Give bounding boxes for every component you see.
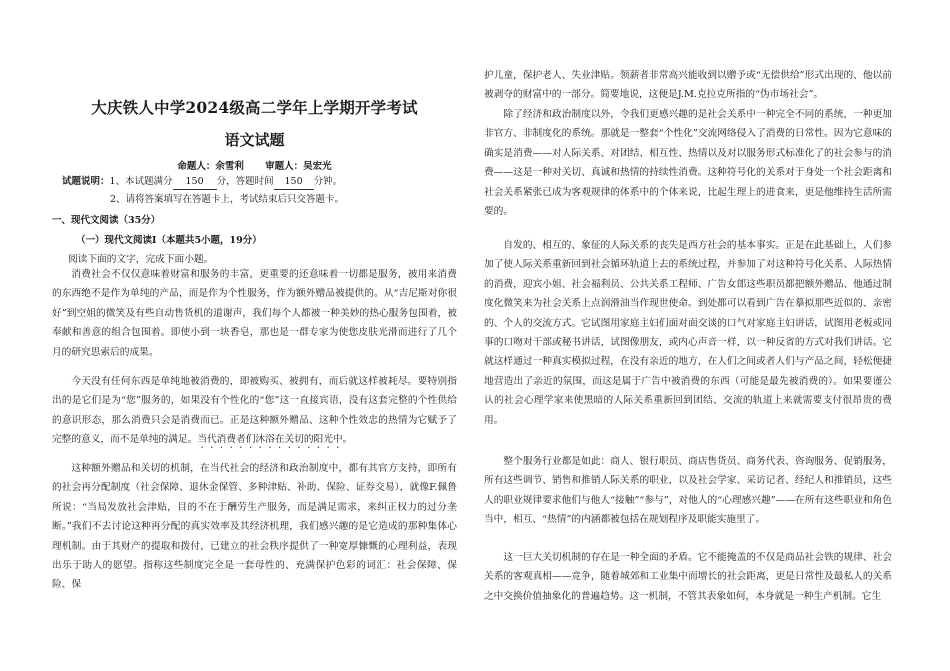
- right-paragraph-4: 这一巨大关切机制的存在是一种全面的矛盾。它不能掩盖的不仅是商品社会铁的规律、社会关系的客观真相——竞争，随着城郊和工业集中而增长的社会距离，更是日常性及最私人的关系之中交换价值抽象化的普遍趋势。这一机制，不管其表象如何，本身就是一种生产机制。它生: [484, 552, 892, 602]
- exam-title: 大庆铁人中学2024级高二学年上学期开学考试: [91, 98, 418, 117]
- left-paragraph-2-text: 今天没有任何东西是单纯地被消费的，即被购买、被拥有，而后就这样被耗尽。要特别指出的是它们是为“您”服务的，如果没有个性化的“您”这一直接宾语，没有这套完整的个性供给的意识形态，那么消费只会是消费而已。正是这种额外赠品、这种个性效忠的热情为它赋予了完整的意义，而不是单纯的满足。: [52, 376, 457, 446]
- time-value: 150: [274, 175, 314, 190]
- right-paragraph-3: 整个服务行业都是如此：商人、银行职员、商店售货员、商务代表、咨询服务、促销服务，所有这些调节、销售和推销人际关系的职业，以及社会学家、采访记者、经纪人和推销员，这些人的职业规律要求他们与他人“接触”“参与”，对他人的“心理感兴趣”——在所有这些职业和角色当中，相互、“热情”的内涵都被包括在规划程序及职能实施里了。: [484, 456, 892, 526]
- right-paragraph-continued: 护儿童，保护老人、失业津贴。领薪者非常高兴能收到以赠予或“无偿供给”形式出现的、他以前被剥夺的财富中的一部分。简要地说，这便是J.M.克拉克所指的“伪市场社会”。: [484, 70, 892, 101]
- author-line: 命题人：余雪利: [177, 161, 244, 172]
- left-paragraph-1: 消费社会不仅仅意味着财富和服务的丰富，更重要的还意味着一切都是服务，被用来消费的东西绝不是作为单纯的产品，而是作为个性服务，作为额外赠品被提供的。从“吉尼斯对你很好”到空姐的微笑及有些自动售货机的道谢声，我们每个人都被一种美妙的热心服务包围着，被奉献和善意的组合包围着。即使小到一块香皂，那也是一群专家为使您皮肤光滑而进行了几个月的研究思索后的成果。: [52, 269, 457, 358]
- right-paragraph-2: 自发的、相互的、象征的人际关系的丧失是西方社会的基本事实。正是在此基础上，人们参加了使人际关系重新回到社会循环轨道上去的系统过程，并参加了对这种符号化关系、人际热情的消费，迎宾小姐、社会福利员、公共关系工程师、广告女郎这些职员都把额外赠品、他通过制度化微笑来为社会关系上点润滑油当作现世使命。到处都可以看到广告在摹拟那些近似的、亲密的、个人的交流方式。它试图用家庭主妇们面对面交谈的口气对家庭主妇讲话，试图用老板或同事的口吻对干部或秘书讲话，试图像朋友，或内心声音一样，以一种反省的方式对我们讲话。它就这样通过一种真实模拟过程，在没有亲近的地方，在人们之间或者人们与产品之间，轻松便捷地营造出了亲近的氛围，而这是属于广告中被消费的东西（可能是最先被消费的）。如果要谨公认的社会心理学家来使黑暗的人际关系重新回到团结、交流的轨道上来就需要支付很昂贵的费用。: [484, 240, 892, 426]
- instructions-label: 试题说明：: [62, 176, 110, 187]
- exam-authors: [52, 158, 457, 172]
- reading-prompt: 阅读下面的文字，完成下面小题。: [68, 254, 214, 265]
- score-value: 150: [173, 175, 217, 190]
- reviewer-line: 审题人：吴宏光: [265, 161, 332, 172]
- instructions-text-c: 分钟。: [313, 176, 343, 187]
- instructions-text-a: 1、本试题满分: [109, 176, 173, 187]
- instructions-line-1: [62, 175, 342, 190]
- instructions-text-b: 分，答题时间: [216, 176, 274, 187]
- left-paragraph-3: 这种额外赠品和关切的机制，在当代社会的经济和政治制度中，都有其官方支持，即所有的社会再分配制度（社会保障、退休金保管、多种津贴、补助、保险、证券交易），就像F.佩鲁所说：“当局发放社会津贴，目的不在于酬劳生产服务，而是满足需求，来纠正权力的过分垄断。”我们不去讨论这种再分配的真实效率及其经济机理，我们感兴趣的是它造成的那种集体心理机制。由于其财产的提取和拨付，已建立的社会秩序提供了一种宽厚慷慨的心理利益，表现出乐于助人的愿望。指称这些制度完全是一套母性的、充满保护色彩的词汇：社会保障、保险、保: [52, 463, 457, 591]
- left-paragraph-2-emphasis: 当代消费者们沐浴在关切的阳光中。: [197, 434, 353, 446]
- section-heading: 一、现代文阅读（35分）: [52, 215, 161, 226]
- subsection-heading: （一）现代文阅读Ⅰ（本题共5小题，19分）: [76, 235, 262, 246]
- instructions-line-2: 2、请将答案填写在答题卡上，考试结束后只交答题卡。: [110, 194, 345, 205]
- left-paragraph-2: [52, 372, 457, 451]
- exam-subject: 语文试题: [224, 131, 285, 149]
- right-paragraph-1: 除了经济和政治制度以外，令我们更感兴趣的是社会关系中一种完全不同的系统，一种更加非官方、非制度化的系统。那就是一整套“个性化”交流网络侵入了消费的日常性。因为它意味的确实是消费——对人际关系、对团结、相互性、热情以及对以服务形式标准化了的社会参与的消费——这是一种对关切、真诚和热情的持续性消费。这种符号化的关系对于身处一个社会距离和社会关系紧张已成为客观规律的体系中的个体来说，比起生理上的进食来，更是他维持生活所需要的。: [484, 109, 892, 218]
